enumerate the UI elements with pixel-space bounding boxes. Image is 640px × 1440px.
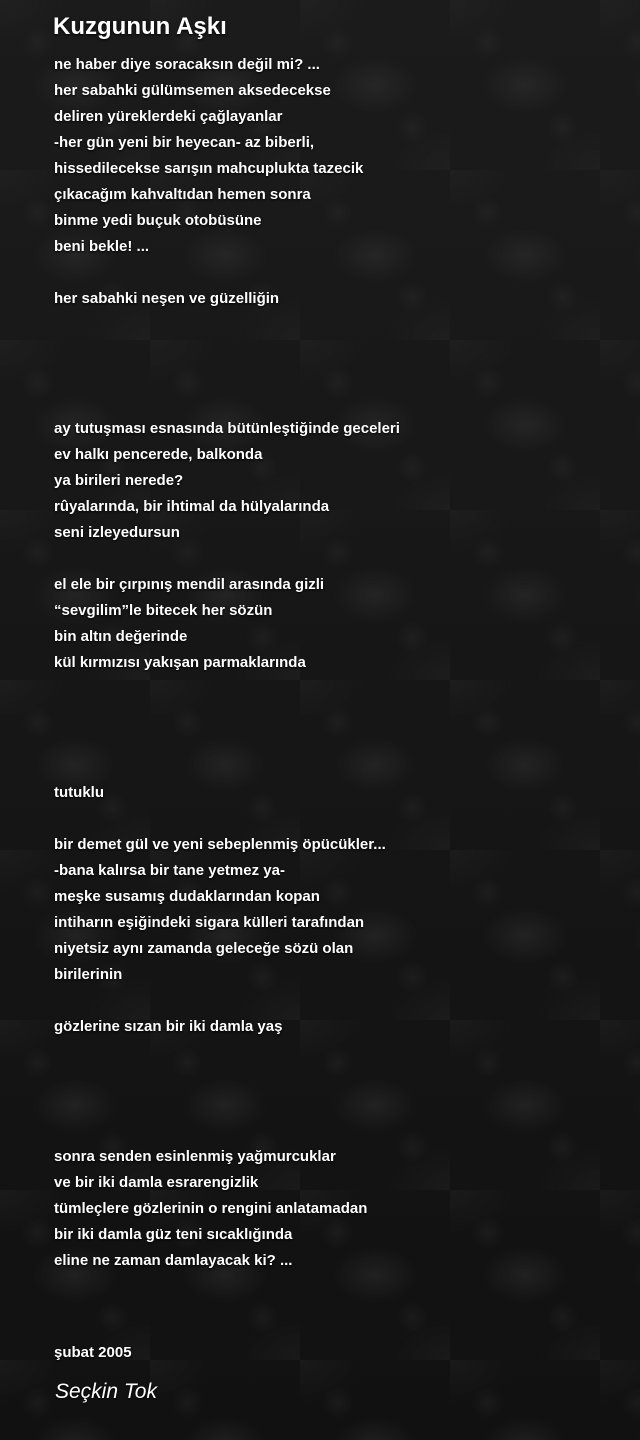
stanza-gap <box>54 702 614 728</box>
stanza-gap <box>54 1066 614 1092</box>
stanza-gap <box>54 1040 614 1066</box>
poem-line: seni izleyedursun <box>54 524 180 541</box>
stanza-gap <box>54 338 614 364</box>
stanza-gap <box>54 312 614 338</box>
poem-line: her sabahki neşen ve güzelliğin <box>54 290 280 307</box>
stanza-gap <box>54 364 614 390</box>
poem-line: meşke susamış dudaklarından kopan <box>54 888 320 905</box>
poem-author: Seçkin Tok <box>55 1380 157 1403</box>
stanza-gap <box>54 676 614 702</box>
poem-line: çıkacağım kahvaltıdan hemen sonra <box>54 186 311 203</box>
stanza-gap <box>54 260 614 286</box>
poem-line: beni bekle! ... <box>54 238 150 255</box>
poem-line: intiharın eşiğindeki sigara külleri tarafından <box>54 914 365 931</box>
poem-line: -bana kalırsa bir tane yetmez ya- <box>54 862 285 879</box>
poem-line: hissedilecekse sarışın mahcuplukta tazecik <box>54 160 364 177</box>
poem-line: ev halkı pencerede, balkonda <box>54 446 263 463</box>
stanza-gap <box>54 1092 614 1118</box>
poem-line: -her gün yeni bir heyecan- az biberli, <box>54 134 315 151</box>
stanza-gap <box>54 546 614 572</box>
poem-date: şubat 2005 <box>54 1344 132 1361</box>
poem-line: gözlerine sızan bir iki damla yaş <box>54 1018 283 1035</box>
stanza-gap <box>54 754 614 780</box>
poem-line: eline ne zaman damlayacak ki? ... <box>54 1252 293 1269</box>
poem-line: deliren yüreklerdeki çağlayanlar <box>54 108 283 125</box>
poem-line: ve bir iki damla esrarengizlik <box>54 1174 259 1191</box>
stanza-gap <box>54 728 614 754</box>
poem-line: el ele bir çırpınış mendil arasında gizli <box>54 576 325 593</box>
poem-line: birilerinin <box>54 966 123 983</box>
stanza-gap <box>54 1118 614 1144</box>
poem-line: “sevgilim”le bitecek her sözün <box>54 602 273 619</box>
poem-line: tutuklu <box>54 784 104 801</box>
poem-line: her sabahki gülümsemen aksedecekse <box>54 82 331 99</box>
poem-line: ay tutuşması esnasında bütünleştiğinde geceleri <box>54 420 400 437</box>
poem-line: bin altın değerinde <box>54 628 188 645</box>
poem-line: rûyalarında, bir ihtimal da hülyalarında <box>54 498 330 515</box>
poem-line: binme yedi buçuk otobüsüne <box>54 212 262 229</box>
poem-line: niyetsiz aynı zamanda geleceğe sözü olan <box>54 940 354 957</box>
poem-line: bir iki damla güz teni sıcaklığında <box>54 1226 293 1243</box>
poem-line: ya birileri nerede? <box>54 472 184 489</box>
poem-line: tümleçlere gözlerinin o rengini anlatamadan <box>54 1200 368 1217</box>
stanza-gap <box>54 390 614 416</box>
poem-line: bir demet gül ve yeni sebeplenmiş öpücükler... <box>54 836 386 853</box>
poem-line: ne haber diye soracaksın değil mi? ... <box>54 56 320 73</box>
stanza-gap <box>54 806 614 832</box>
poem-line: sonra senden esinlenmiş yağmurcuklar <box>54 1148 336 1165</box>
poem-title: Kuzgunun Aşkı <box>53 13 227 40</box>
poem-line: kül kırmızısı yakışan parmaklarında <box>54 654 306 671</box>
poem-body <box>54 52 614 1274</box>
stanza-gap <box>54 988 614 1014</box>
